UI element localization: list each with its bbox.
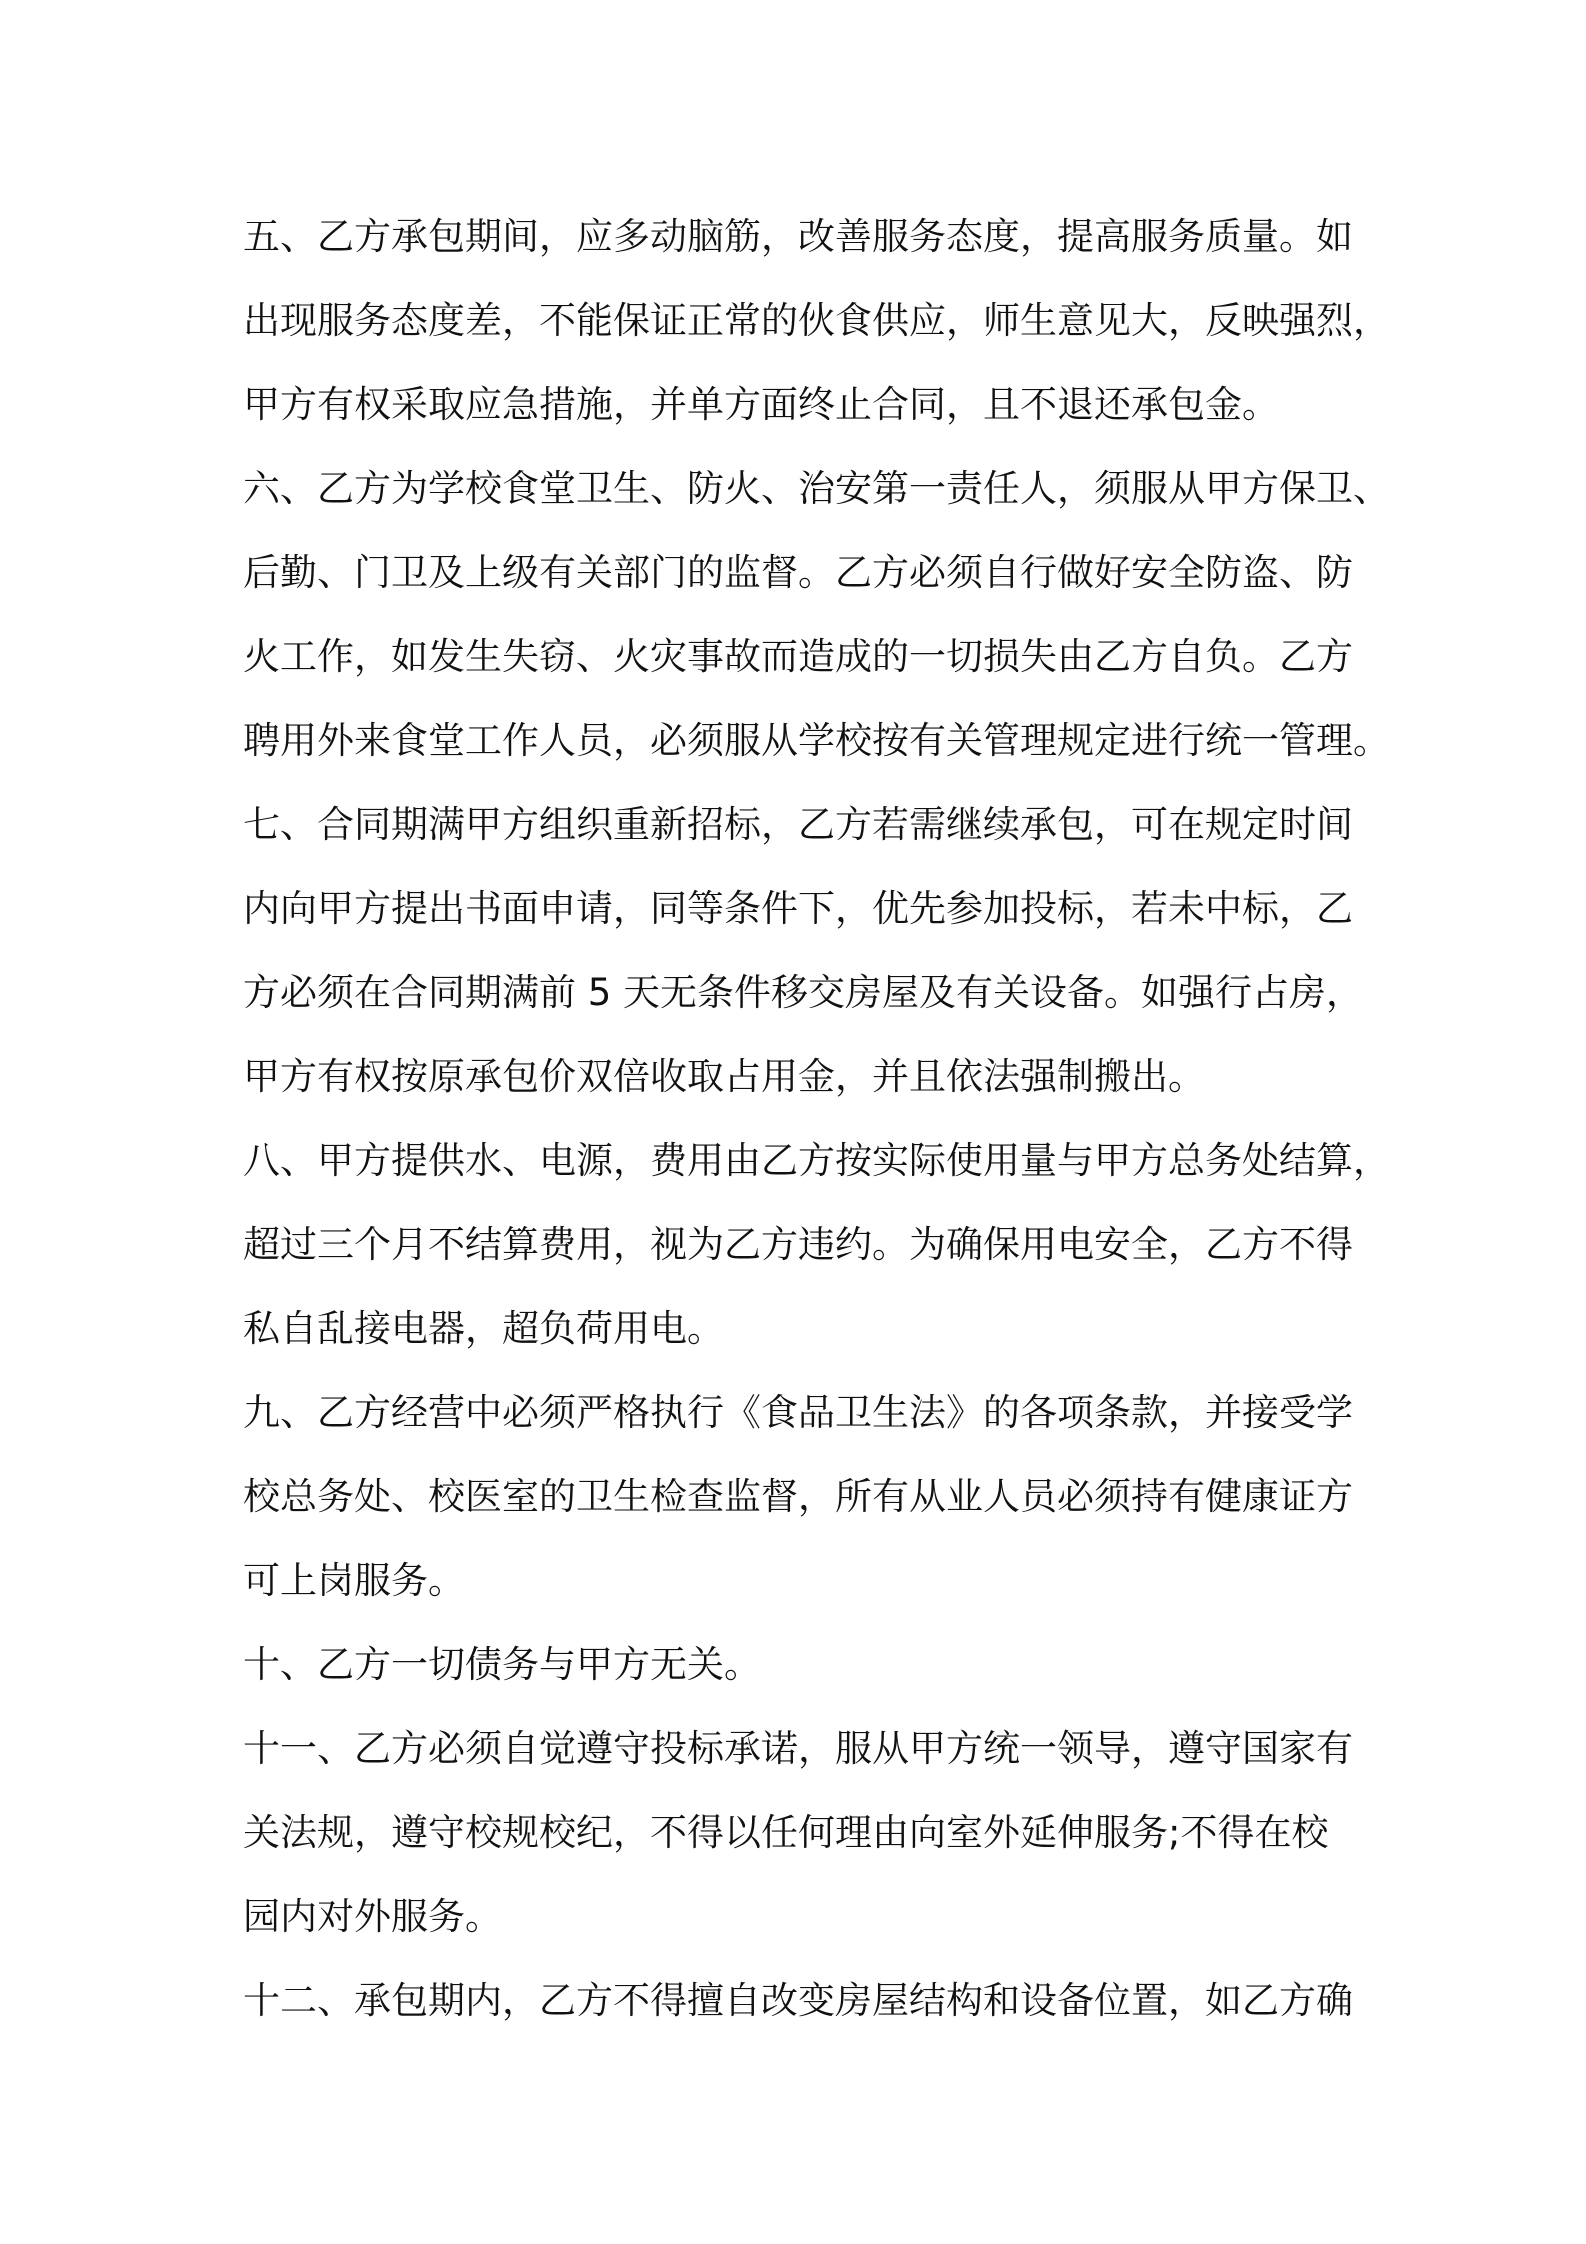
text-line-9: 内向甲方提出书面申请，同等条件下，优先参加投标，若未中标，乙 <box>243 887 1353 930</box>
text-line-1: 五、乙方承包期间，应多动脑筋，改善服务态度，提高服务质量。如 <box>243 215 1353 258</box>
text-line-22: 十二、承包期内，乙方不得擅自改变房屋结构和设备位置，如乙方确 <box>243 1979 1353 2022</box>
text-line-21: 园内对外服务。 <box>243 1895 502 1938</box>
text-line-3: 甲方有权采取应急措施，并单方面终止合同，且不退还承包金。 <box>243 383 1279 426</box>
text-line-20: 关法规，遵守校规校纪，不得以任何理由向室外延伸服务;不得在校 <box>243 1811 1329 1854</box>
text-line-5: 后勤、门卫及上级有关部门的监督。乙方必须自行做好安全防盗、防 <box>243 551 1353 594</box>
text-line-15: 九、乙方经营中必须严格执行《食品卫生法》的各项条款，并接受学 <box>243 1391 1353 1434</box>
text-line-8: 七、合同期满甲方组织重新招标，乙方若需继续承包，可在规定时间 <box>243 803 1353 846</box>
text-line-11: 甲方有权按原承包价双倍收取占用金，并且依法强制搬出。 <box>243 1055 1205 1098</box>
text-line-19: 十一、乙方必须自觉遵守投标承诺，服从甲方统一领导，遵守国家有 <box>243 1727 1353 1770</box>
text-line-10: 方必须在合同期满前 5 天无条件移交房屋及有关设备。如强行占房， <box>243 971 1364 1014</box>
text-line-13: 超过三个月不结算费用，视为乙方违约。为确保用电安全，乙方不得 <box>243 1223 1353 1266</box>
text-line-7: 聘用外来食堂工作人员，必须服从学校按有关管理规定进行统一管理。 <box>243 719 1390 762</box>
text-line-17: 可上岗服务。 <box>243 1559 465 1602</box>
text-line-6: 火工作，如发生失窃、火灾事故而造成的一切损失由乙方自负。乙方 <box>243 635 1353 678</box>
text-line-18: 十、乙方一切债务与甲方无关。 <box>243 1643 761 1686</box>
contract-clauses-text <box>243 195 1390 2043</box>
text-line-14: 私自乱接电器，超负荷用电。 <box>243 1307 724 1350</box>
text-line-2: 出现服务态度差，不能保证正常的伙食供应，师生意见大，反映强烈， <box>243 299 1390 342</box>
text-line-4: 六、乙方为学校食堂卫生、防火、治安第一责任人，须服从甲方保卫、 <box>243 467 1390 510</box>
text-line-12: 八、甲方提供水、电源，费用由乙方按实际使用量与甲方总务处结算， <box>243 1139 1390 1182</box>
text-line-16: 校总务处、校医室的卫生检查监督，所有从业人员必须持有健康证方 <box>243 1475 1353 1518</box>
